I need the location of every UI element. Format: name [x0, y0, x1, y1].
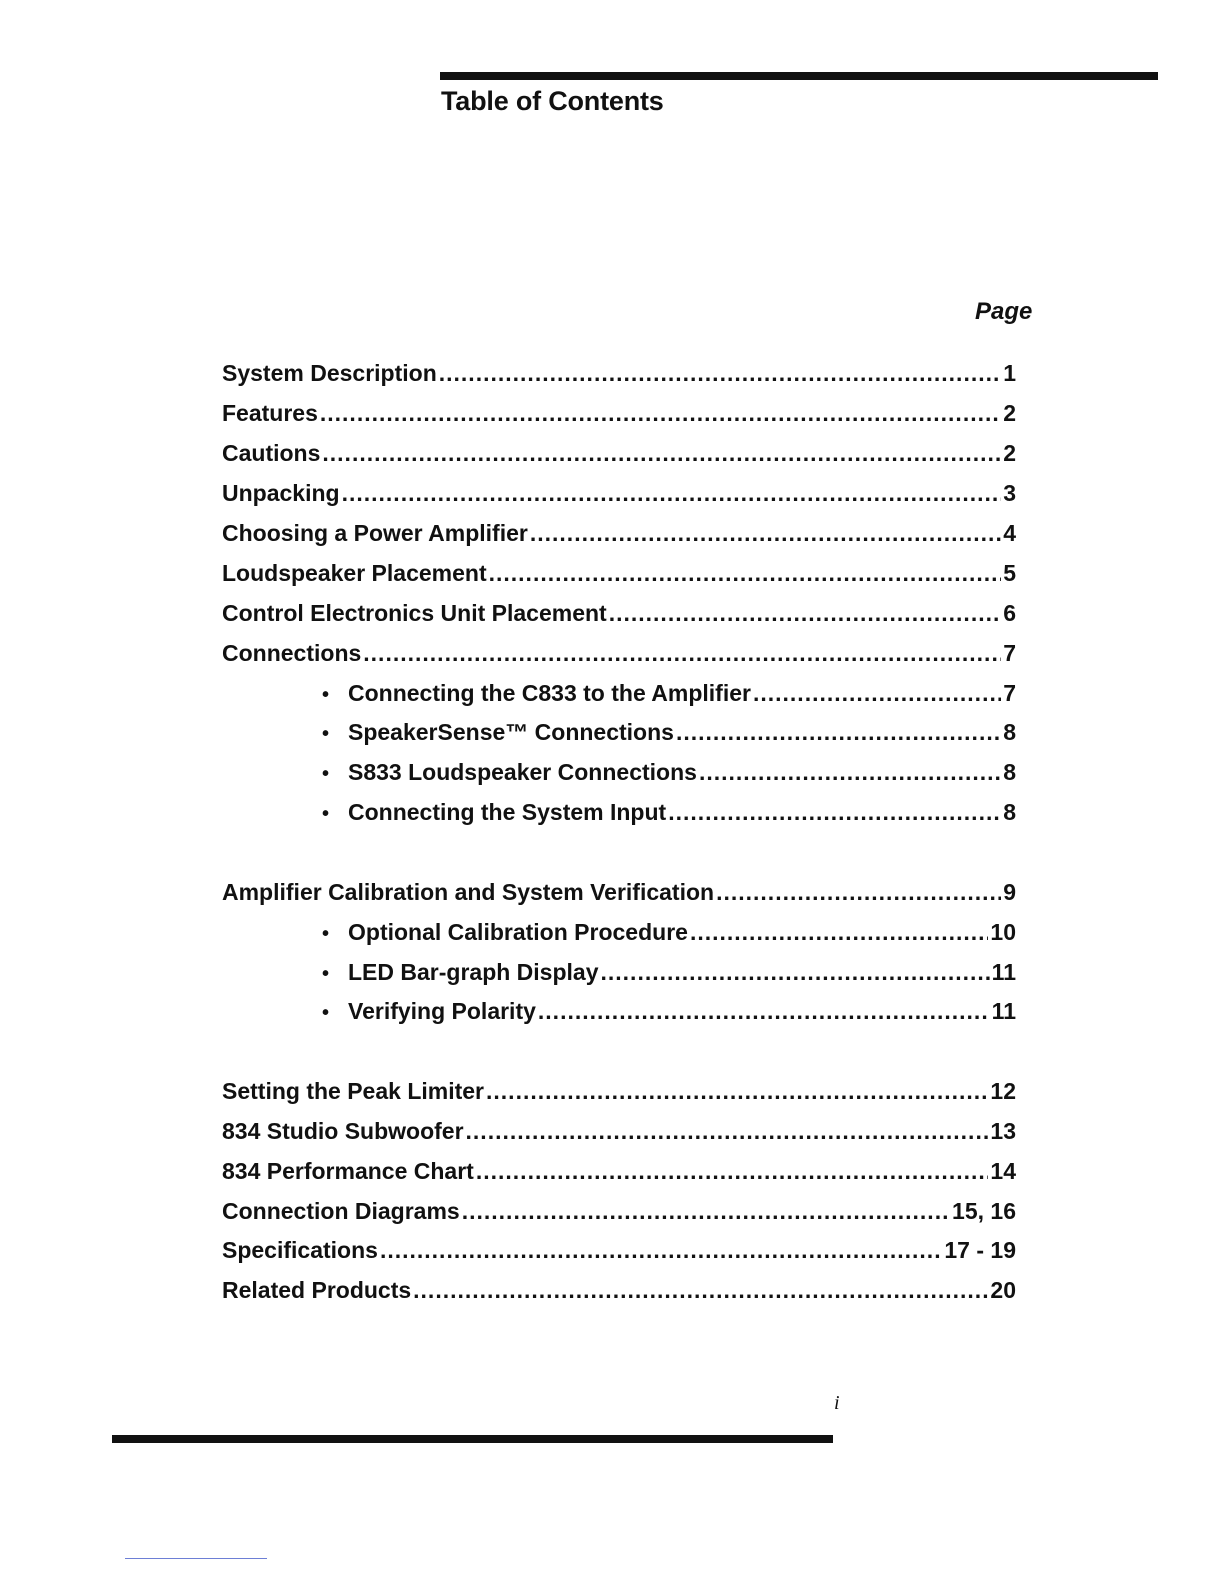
bullet-icon: •: [322, 803, 330, 825]
bullet-icon: •: [322, 684, 330, 706]
top-rule: [440, 72, 1158, 80]
toc-entry-page: 8: [1003, 759, 1016, 785]
toc-entry-label: Connecting the System Input: [348, 799, 667, 825]
toc-subentry-system-input[interactable]: [322, 799, 1016, 829]
toc-entry-label: Unpacking: [222, 480, 340, 506]
dot-leader: [601, 959, 990, 986]
toc-entry-page: 7: [1003, 640, 1016, 666]
toc-entry-label: Control Electronics Unit Placement: [222, 600, 607, 626]
page-number: i: [834, 1392, 840, 1414]
dot-leader: [462, 1198, 950, 1225]
toc-entry-page: 4: [1003, 520, 1016, 546]
dot-leader: [753, 680, 1001, 707]
toc-entry-label: SpeakerSense™ Connections: [348, 719, 674, 745]
toc-subentry-speakersense[interactable]: [322, 719, 1016, 749]
toc-entry-related-products[interactable]: [222, 1277, 1016, 1307]
toc-entry-amplifier-calibration[interactable]: [222, 879, 1016, 909]
toc-entry-page: 1: [1003, 360, 1016, 386]
dot-leader: [690, 919, 988, 946]
page-column-heading: Page: [975, 298, 1033, 325]
toc-entry-unpacking[interactable]: [222, 480, 1016, 510]
toc-entry-label: Connecting the C833 to the Amplifier: [348, 680, 751, 706]
bottom-rule: [112, 1435, 833, 1443]
toc-entry-cautions[interactable]: [222, 440, 1016, 470]
toc-entry-label: LED Bar-graph Display: [348, 959, 599, 985]
toc-entry-label: Verifying Polarity: [348, 998, 536, 1024]
toc-entry-performance-chart[interactable]: [222, 1158, 1016, 1188]
toc-entry-label: 834 Performance Chart: [222, 1158, 474, 1184]
toc-entry-page: 2: [1003, 400, 1016, 426]
dot-leader: [489, 560, 1002, 587]
bullet-icon: •: [322, 723, 330, 745]
dot-leader: [413, 1277, 988, 1304]
toc-entry-page: 10: [990, 919, 1016, 945]
toc-entry-control-electronics-placement[interactable]: [222, 600, 1016, 630]
toc-entry-label: Specifications: [222, 1237, 378, 1263]
dot-leader: [439, 360, 1001, 387]
dot-leader: [530, 520, 1001, 547]
toc-entry-features[interactable]: [222, 400, 1016, 430]
bullet-icon: •: [322, 763, 330, 785]
toc-subentry-led-bar-graph[interactable]: [322, 959, 1016, 989]
toc-entry-loudspeaker-placement[interactable]: [222, 560, 1016, 590]
toc-entry-page: 5: [1003, 560, 1016, 586]
toc-entry-page: 17 - 19: [944, 1237, 1016, 1263]
dot-leader: [486, 1078, 988, 1105]
toc-entry-page: 11: [991, 959, 1016, 985]
toc-entry-label: Connections: [222, 640, 362, 666]
decorative-line: [125, 1558, 267, 1559]
dot-leader: [322, 440, 1001, 467]
toc-entry-page: 8: [1003, 799, 1016, 825]
toc-entry-connections[interactable]: [222, 640, 1016, 670]
toc-entry-specifications[interactable]: [222, 1237, 1016, 1267]
toc-subentry-verifying-polarity[interactable]: [322, 998, 1016, 1028]
toc-entry-page: 13: [990, 1118, 1016, 1144]
dot-leader: [476, 1158, 989, 1185]
toc-entry-label: Features: [222, 400, 318, 426]
toc-entry-label: Setting the Peak Limiter: [222, 1078, 485, 1104]
toc-entry-page: 11: [991, 998, 1016, 1024]
toc-entry-studio-subwoofer[interactable]: [222, 1118, 1016, 1148]
toc-entry-page: 12: [990, 1078, 1016, 1104]
dot-leader: [466, 1118, 989, 1145]
toc-entry-page: 14: [990, 1158, 1016, 1184]
dot-leader: [609, 600, 1002, 627]
toc-entry-label: System Description: [222, 360, 437, 386]
toc-subentry-connecting-c833[interactable]: [322, 680, 1016, 710]
dot-leader: [342, 480, 1002, 507]
toc-subentry-s833-connections[interactable]: [322, 759, 1016, 789]
toc-entry-page: 6: [1003, 600, 1016, 626]
toc-entry-label: Connection Diagrams: [222, 1198, 460, 1224]
toc-entry-label: 834 Studio Subwoofer: [222, 1118, 464, 1144]
toc-entry-label: S833 Loudspeaker Connections: [348, 759, 697, 785]
toc-entry-page: 7: [1003, 680, 1016, 706]
toc-entry-peak-limiter[interactable]: [222, 1078, 1016, 1108]
toc-entry-page: 9: [1003, 879, 1016, 905]
toc-entry-system-description[interactable]: [222, 360, 1016, 390]
dot-leader: [699, 759, 1001, 786]
toc-entry-choosing-power-amplifier[interactable]: [222, 520, 1016, 550]
toc-entry-page: 15, 16: [952, 1198, 1016, 1224]
toc-entry-label: Choosing a Power Amplifier: [222, 520, 528, 546]
toc-entry-label: Optional Calibration Procedure: [348, 919, 688, 945]
page-title: Table of Contents: [441, 86, 664, 116]
bullet-icon: •: [322, 1002, 330, 1024]
toc-entry-label: Cautions: [222, 440, 321, 466]
dot-leader: [676, 719, 1001, 746]
dot-leader: [538, 998, 990, 1025]
toc-subentry-optional-calibration[interactable]: [322, 919, 1016, 949]
toc-entry-label: Loudspeaker Placement: [222, 560, 487, 586]
toc-entry-label: Related Products: [222, 1277, 412, 1303]
toc-entry-page: 2: [1003, 440, 1016, 466]
dot-leader: [668, 799, 1001, 826]
toc-entry-label: Amplifier Calibration and System Verification: [222, 879, 715, 905]
dot-leader: [716, 879, 1001, 906]
bullet-icon: •: [322, 923, 330, 945]
toc-entry-page: 3: [1003, 480, 1016, 506]
dot-leader: [380, 1237, 942, 1264]
dot-leader: [320, 400, 1001, 427]
toc-entry-page: 8: [1003, 719, 1016, 745]
dot-leader: [363, 640, 1001, 667]
toc-entry-page: 20: [990, 1277, 1016, 1303]
toc-entry-connection-diagrams[interactable]: [222, 1198, 1016, 1228]
bullet-icon: •: [322, 963, 330, 985]
